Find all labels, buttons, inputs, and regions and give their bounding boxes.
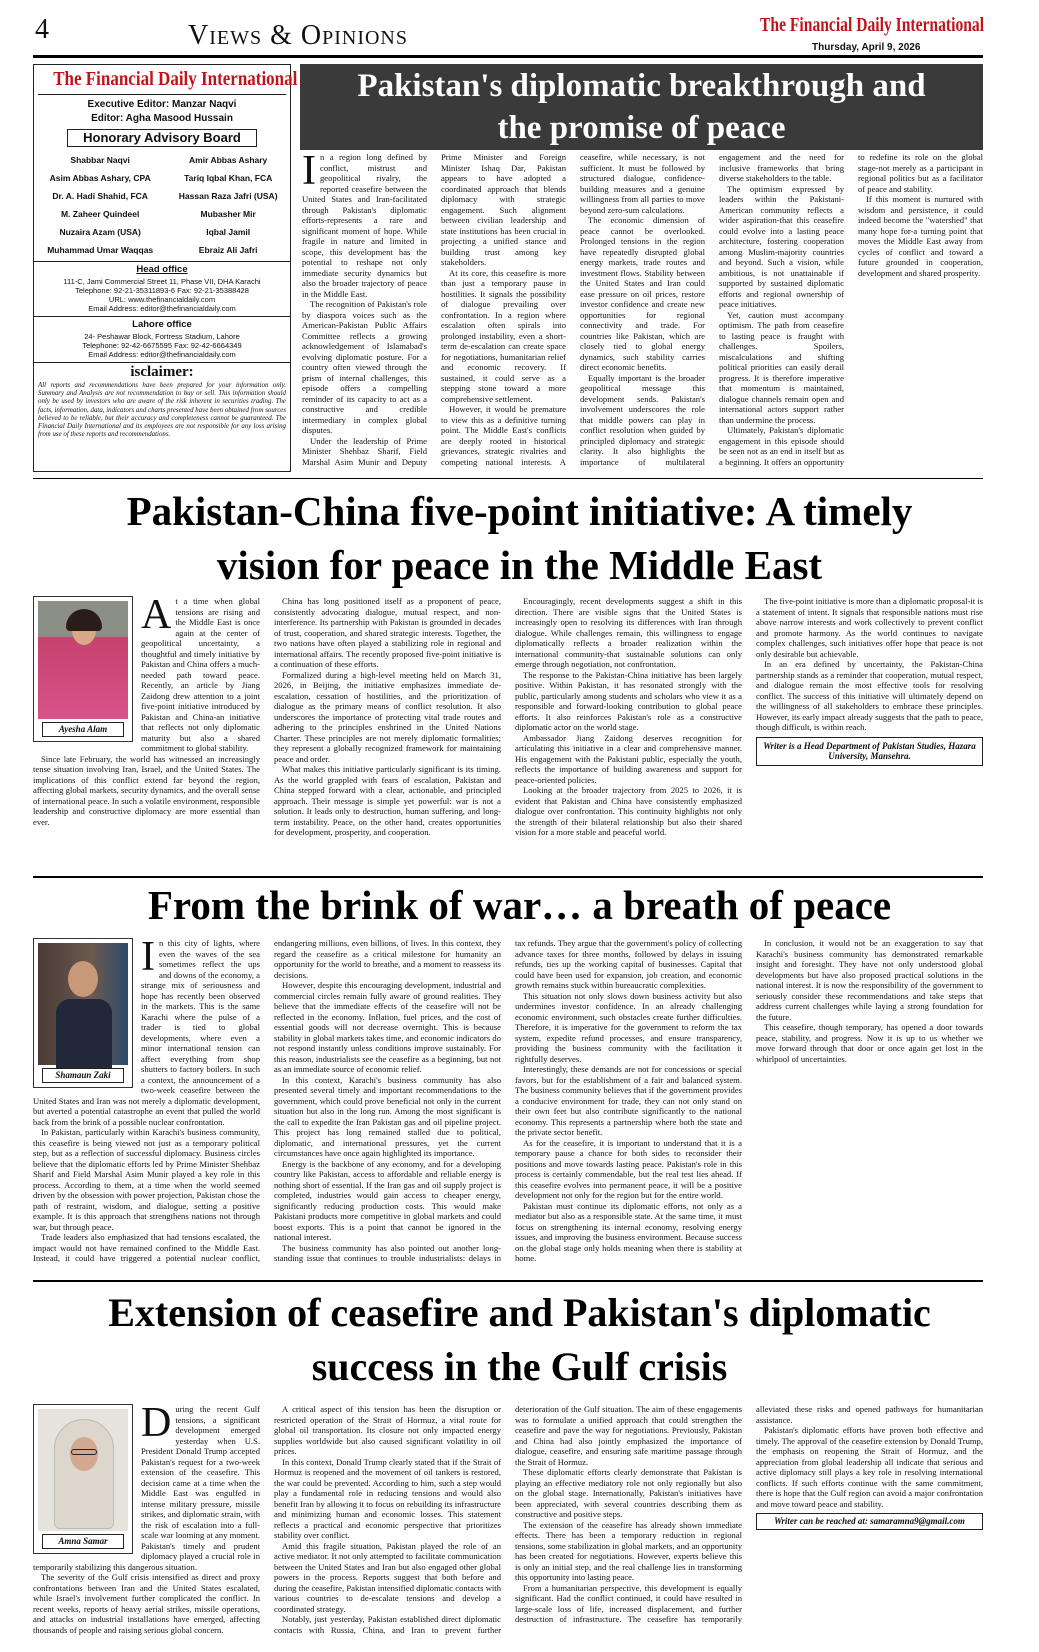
article3-paragraph: In conclusion, it would not be an exaggeration to say that Karachi's business community has demonstrated remarkable insight and foresight. They have not only understood global developments but have also proposed practical solutions in the national interest. It is now the responsibility of the government to seriously consider these recommendations and take steps that address current challenges while laying a strong foundation for the future. <box>756 938 983 1022</box>
article4-paragraph: Notably, just yesterday, Pakistan established direct diplomatic contacts with Russia, China, and Iran to prevent further deterioration of the Gulf situation. The aim of these engagements was to formulate a unified approach that could strengthen the ceasefire and pave the way for negotiations. Previously, Pakistan and China had also jointly emphasized the importance of dialogue, ceasefire, and ensuring safe maritime passage through the Strait of Hormuz. <box>274 1404 742 1635</box>
article1-paragraph: Ultimately, Pakistan's diplomatic engagement in this episode should be seen not as an end in itself but as a beginning. It offers an opportunity to redefine its role on the global stage-not merely as a participant in regional politics but as a facilitator of peace and stability. <box>719 152 983 467</box>
article1-paragraph: n a region long defined by conflict, mistrust and geopolitical rivalry, the reported ceasefire between the United States and Iran-facilitated through Pakistan's diplomatic efforts-represents a rare and significant moment of hope. While fragile in nature and limited in scope, this development has the potential to reshape not only immediate security dynamics but also the broader trajectory of peace in the Middle East. <box>302 152 427 299</box>
article1-title-banner <box>300 64 983 150</box>
article1-title-line: the promise of peace <box>497 110 786 146</box>
article1-title-line: Pakistan's diplomatic breakthrough and <box>357 68 926 104</box>
article3-headline: From the brink of war… a breath of peace <box>147 882 892 928</box>
article3-paragraph: Interestingly, these demands are not for concessions or special favors, but for the establishment of a fair and balanced system. The business community believes that if the government provides a conducive environment for trade, they can not only stand on their own feet but also contribute significantly to the national economy. This represents a partnership where both the state and the private sector benefit. <box>515 1064 742 1137</box>
article1-paragraph: Equally important is the broader geopolitical message this development sends. Pakistan's involvement underscores the role that middle powers can play in conflict resolution when guided by principled diplomacy and strategic clarity. It also highlights the importance of multilateral engagement and the need for inclusive frameworks that bring diverse stakeholders to the table. <box>580 152 844 467</box>
lahore-office-email[interactable]: Email Address: editor@thefinancialdaily.com <box>88 350 236 359</box>
disclaimer-title: isclaimer: <box>130 364 194 380</box>
article2-paragraph: The response to the Pakistan-China initiative has been largely positive. Within Pakistan, it has resonated strongly with the public, particularly among students and scholars who view it as a responsible and forward-looking contribution to global peace efforts. It also reinforces Pakistan's role as a constructive diplomatic actor on the world stage. <box>515 669 742 732</box>
photo-spacer <box>33 1404 141 1558</box>
disclaimer-text: All reports and recommendations have been prepared for your information only. Summary and Analysis are not recommendation to buy or sell. This information should only be used by investors who are aware of the risk inherent in securities trading. The facts, information, data, indicators and charts presented have been obtained from sources believed to be reliable, but their accuracy and completeness cannot be guaranteed. The Financial Daily International and its employees are not responsible for any loss arising from use of these reports and recommendations. <box>38 382 286 439</box>
article4-body <box>33 1404 983 1644</box>
article1-paragraph: If this moment is nurtured with wisdom and persistence, it could indeed become the "watershed" that many hope for-a turning point that moves the Middle East away from cycles of conflict and toward a future grounded in cooperation, development and shared prosperity. <box>858 194 983 278</box>
article3-paragraph: In Pakistan, particularly within Karachi's business community, this ceasefire is being viewed not just as a temporary political step, but as a reflection of successful diplomacy. Business circles believe that the diplomatic efforts led by Prime Minister Shehbaz Sharif and Field Marshal Asim Munir played a key role in this process. According to them, at a time when the world seemed driven by the obsession with power projection, Pakistan chose the path of restraint, wisdom, and dialogue, setting a positive example. It is this approach that strengthens nations not through war, but through peace. <box>33 1127 260 1232</box>
article4-paragraph: uring the recent Gulf tensions, a significant development emerged yesterday when U.S. President Donald Trump accepted Pakistan's request for a two-week extension of the ceasefire. This decision came at a time when the Middle East was engulfed in intense military pressure, missile strikes, and diplomatic strain, with the risk of escalation into a full-scale war looming at any moment. Pakistan's timely and prudent diplomacy played a crucial role in temporarily stabilizing this dangerous situation. <box>33 1404 260 1572</box>
lahore-office-line: Telephone: 92-42-6675595 Fax: 92-42-6664349 <box>82 341 242 350</box>
article4-footer: Writer can be reached at: samaramna9@gmail.com <box>756 1513 983 1530</box>
head-office-line: 111-C, Jami Commercial Street 11, Phase VII, DHA Karachi <box>63 277 261 286</box>
article3-paragraph: In this context, Karachi's business community has also presented several timely and important recommendations to the government, which could prove beneficial not only in the current situation but also in the long run. Among the most significant is the call to expedite the Iran Pakistan gas and oil pipeline project. This project has long remained stalled due to political, diplomatic, and international pressures, yet the current circumstances have once again highlighted its importance. <box>274 1074 501 1158</box>
photo-spacer <box>33 938 141 1092</box>
board-member: Muhammad Umar Waqqas <box>47 245 154 255</box>
article3-paragraph: As for the ceasefire, it is important to understand that it is a temporary pause a chance for both sides to reconsider their positions and move towards lasting peace. Pakistan's role in this process is certainly commendable, but the real test lies ahead. If this ceasefire evolves into permanent peace, it will be a positive development not only for the region but for the entire world. <box>515 1137 742 1200</box>
article2-paragraph: What makes this initiative particularly significant is its timing. As the world grappled with fears of escalation, Pakistan and China stepped forward with a clear, actionable, and principled approach. Their message is simple yet powerful: war is not a solution. It leads only to destruction, human suffering, and long-term instability. Peace, on the other hand, creates opportunities for development, prosperity, and cooperation. <box>274 764 501 837</box>
article2-title-line: vision for peace in the Middle East <box>216 542 823 588</box>
article4-paragraph: The severity of the Gulf crisis intensified as direct and proxy confrontations between Iran and the United States escalated, while Israel's involvement further complicated the conflict. In recent weeks, reports of heavy aerial strikes, missile operations, and attacks on industrial installations have emerged, affecting thousands of people and raising serious global concern. <box>33 1572 260 1635</box>
article4-paragraph: In this context, Donald Trump clearly stated that if the Strait of Hormuz is reopened and the movement of oil tankers is restored, the war could be prevented. According to him, such a step would play a fundamental role in reducing tensions and would also benefit Iran by allowing it to focus on rebuilding its infrastructure and minimizing human and economic losses. This statement reflects a practical and economic perspective that prioritizes stability over conflict. <box>274 1456 501 1540</box>
advisory-board-title: Honorary Advisory Board <box>67 129 257 147</box>
header-paper-name: The Financial Daily International <box>760 14 985 36</box>
photo-spacer <box>33 596 141 746</box>
executive-editor: Executive Editor: Manzar Naqvi <box>87 99 237 110</box>
header-rule <box>33 55 983 58</box>
article3-paragraph: This ceasefire, though temporary, has opened a door towards peace, stability, and progress. Now it is up to us whether we move forward through that door or once again get lost in the whirlpool of uncertainties. <box>756 1022 983 1064</box>
board-member: Hassan Raza Jafri (USA) <box>178 191 278 201</box>
article3-dropcap: I <box>141 938 155 980</box>
header-date: Thursday, April 9, 2026 <box>812 42 921 53</box>
lahore-office-title: Lahore office <box>132 319 192 330</box>
board-member: Mubasher Mir <box>200 209 256 219</box>
article1-paragraph: The optimism expressed by leaders within the Pakistani-American community reflects a wider aspiration-that this ceasefire could evolve into a lasting peace architecture, fostering cooperation among Muslim-majority countries and beyond. Such a vision, while ambitious, is not unattainable if supported by sustained diplomatic efforts and regional ownership of peace initiatives. <box>719 183 844 309</box>
article2-paragraph: Ambassador Jiang Zaidong deserves recognition for articulating this initiative in a clear and comprehensive manner. His engagement with the Pakistani public, especially the youth, reflects the importance of building awareness and support for peace-oriented policies. <box>515 732 742 785</box>
article2-paragraph: Since late February, the world has witnessed an increasingly tense situation involving Iran, Israel, and the United States. The implications of this conflict extend far beyond the region, affecting global markets, security dynamics, and the overall sense of international peace. In such a volatile environment, responsible leadership and constructive diplomacy are more essential than ever. <box>33 753 260 827</box>
editor: Editor: Agha Masood Hussain <box>91 113 233 124</box>
masthead-box <box>33 64 298 472</box>
article1-dropcap: I <box>302 152 316 194</box>
page-number: 4 <box>35 14 49 45</box>
article2-paragraph: Formalized during a high-level meeting held on March 31, 2026, in Beijing, the initiative emphasizes immediate de-escalation, cessation of hostilities, and the prioritization of dialogue as the primary means of conflict resolution. It also underscores the importance of protecting vital trade routes and adhering to the principles enshrined in the United Nations Charter. These principles are not merely diplomatic formalities; they represent a globally recognized framework for maintaining peace and order. <box>274 669 501 764</box>
article3-paragraph: n this city of lights, where even the waves of the sea sometimes reflect the ups and downs of the economy, a strange mix of seriousness and hope has recently been observed in the markets. This is the same Karachi where the pulse of a trader is tied to global developments, where even a minor international tension can affect everything from shop shutters to factory boilers. In such a context, the announcement of a two-week ceasefire between the United States and Iran was not merely a diplomatic development, but averted a potential catastrophe an event that pulled the world back from the brink of a possible nuclear confrontation. <box>33 938 260 1127</box>
article4-dropcap: D <box>141 1404 172 1446</box>
article2-dropcap: A <box>141 596 172 638</box>
article1-paragraph: The economic dimension of peace cannot be overlooked. Prolonged tensions in the region have repeatedly disrupted global energy markets, trade routes and investment flows. Stability between the United States and Iran could ease pressure on oil prices, restore investor confidence and create new opportunities for regional connectivity and trade. For countries like Pakistan, which are closely tied to global energy dynamics, such stability carries direct economic benefits. <box>580 215 705 372</box>
head-office-line: Telephone: 92-21-35311893-6 Fax: 92-21-35388428 <box>75 286 249 295</box>
article2-paragraph: China has long positioned itself as a proponent of peace, consistently advocating dialogue, mutual respect, and non-interference. Its partnership with Pakistan is grounded in decades of trust, cooperation, and shared strategic interests. Together, the two nations have often played a stabilizing role in regional and international affairs. The recently proposed five-point initiative is a continuation of these efforts. <box>274 596 501 669</box>
article4-title-line: Extension of ceasefire and Pakistan's diplomatic <box>108 1290 931 1335</box>
section-title: Views & Opinions <box>188 20 408 51</box>
section-divider <box>33 478 983 479</box>
article3-author-name: Shamaun Zaki <box>42 1068 124 1083</box>
article4-title-line: success in the Gulf crisis <box>311 1344 728 1389</box>
article1-paragraph: Yet, caution must accompany optimism. The path from ceasefire to lasting peace is fraught with challenges. Spoilers, miscalculations and shifting political priorities can easily derail progress. It is therefore imperative that momentum is maintained, dialogue channels remain open and international actors support rather than undermine the process. <box>719 309 844 425</box>
article2-paragraph: t a time when global tensions are rising and the Middle East is once again at the center of geopolitical uncertainty, a thoughtful and timely initiative by Pakistan and China offers a much-needed path toward peace. Recently, an article by Jiang Zaidong drew attention to a joint five-point initiative introduced by Pakistan and China-an initiative that reflects not only diplomatic maturity but also a shared commitment to global stability. <box>141 596 260 753</box>
article1-paragraph: At its core, this ceasefire is more than just a temporary pause in hostilities. It signals the possibility of dialogue prevailing over confrontation. In a region where escalation often spirals into prolonged instability, even a short-term de-escalation can create space for negotiations, humanitarian relief and economic recovery. If sustained, it could serve as a stepping stone toward a more comprehensive settlement. <box>441 267 566 404</box>
masthead-paper-name: The Financial Daily International <box>53 68 298 90</box>
article3-paragraph: Trade leaders also emphasized that had tensions escalated, the impact would not have remained confined to the Middle East. Instead, it could have triggered a potential nuclear conflict, endangering millions, even billions, of lives. In this context, they regard the ceasefire as a critical milestone for humanity an opportunity for the world to breathe, and a moment to reassess its decisions. <box>33 938 501 1263</box>
article2-paragraph: Looking at the broader trajectory from 2025 to 2026, it is evident that Pakistan and China have consistently emphasized dialogue over confrontation. This continuity highlights not only the strength of their bilateral relationship but also their shared vision for a more stable and peaceful world. <box>515 785 742 837</box>
article3-paragraph: This situation not only slows down business activity but also undermines investor confidence. In an already challenging economic environment, such obstacles create further difficulties. Therefore, it is imperative for the government to reform the tax system, expedite refund processes, and ensure transparency, providing the business community with the facilitation it rightfully deserves. <box>515 990 742 1064</box>
section-divider <box>33 1280 983 1282</box>
article1-body <box>302 152 983 472</box>
board-member: Nuzaira Azam (USA) <box>59 227 141 237</box>
article2-footer: Writer is a Head Department of Pakistan Studies, Hazara University, Mansehra. <box>756 737 983 766</box>
board-member: Iqbal Jamil <box>206 227 251 237</box>
article3-body <box>33 938 983 1272</box>
article2-author-name: Ayesha Alam <box>42 722 124 737</box>
board-member: Dr. A. Hadi Shahid, FCA <box>52 191 148 201</box>
head-office-email[interactable]: Email Address: editor@thefinancialdaily.com <box>88 304 236 313</box>
board-member: M. Zaheer Quindeel <box>60 209 140 219</box>
board-member: Shabbar Naqvi <box>70 155 130 165</box>
article4-paragraph: Pakistan's diplomatic efforts have proven both effective and timely. The approval of the ceasefire extension by Donald Trump, the emphasis on reopening the Strait of Hormuz, and the appreciation from global leadership all indicate that serious and active diplomacy still plays a key role in resolving international conflicts. If such efforts continue with the same commitment, there is hope that the Gulf region can avoid a major confrontation and move toward peace and stability. <box>756 1425 983 1509</box>
section-divider <box>33 876 983 878</box>
lahore-office-line: 24- Peshawar Block, Fortress Stadium, Lahore <box>84 332 240 341</box>
article1-paragraph: The recognition of Pakistan's role by diaspora voices such as the American-Pakistan Public Affairs Committee reflects a growing acknowledgement of Islamabad's evolving diplomatic posture. For a country often viewed through the prism of internal challenges, this episode offers a compelling reminder of its capacity to act as a constructive and credible intermediary in complex global disputes. <box>302 299 427 435</box>
article1-paragraph: However, it would be premature to view this as a definitive turning point. The Middle East's conflicts are deeply rooted in historical grievances, strategic rivalries and competing national interests. A ceasefire, while necessary, is not sufficient. It must be followed by structured dialogue, confidence-building measures and a genuine willingness from all parties to move beyond zero-sum calculations. <box>441 152 705 467</box>
article2-paragraph: The five-point initiative is more than a diplomatic proposal-it is a statement of intent. It signals that responsible nations must rise above narrow interests and work collectively to prevent conflict and promote harmony. As the world continues to navigate complex challenges, such initiatives offer hope that peace is not only desirable but achievable. <box>756 596 983 659</box>
board-member: Tariq Iqbal Khan, FCA <box>184 173 273 183</box>
article4-paragraph: A critical aspect of this tension has been the disruption or restricted operation of the Strait of Hormuz, a vital route for global oil transportation. Its closure not only impacted energy supplies worldwide but also caused significant volatility in oil prices. <box>274 1404 501 1456</box>
advisory-board-table <box>34 151 290 259</box>
article2-body <box>33 596 983 842</box>
article4-paragraph: These diplomatic efforts clearly demonstrate that Pakistan is playing an effective mediatory role not only regionally but also on the global stage. Internationally, Pakistan's initiatives have been appreciated, with several countries describing them as constructive and positive steps. <box>515 1467 742 1519</box>
article4-headline <box>0 1286 1039 1394</box>
head-office-url[interactable]: URL: www.thefinancialdaily.com <box>108 295 216 304</box>
article1-paragraph: Under the leadership of Prime Minister Shehbaz Sharif, Field Marshal Asim Munir and Deputy Prime Minister and Foreign Minister Ishaq Dar, Pakistan appears to have adopted a coordinated approach that blends diplomacy with strategic engagement. Such alignment between civilian leadership and state institutions has been crucial in projecting a unified stance and building trust among key stakeholders. <box>302 152 566 467</box>
article4-paragraph: Amid this fragile situation, Pakistan played the role of an active mediator. It not only attempted to facilitate communication between the United States and Iran but also engaged other global powers in the process. Reports suggest that both before and during the ceasefire, Pakistan intensified diplomatic contacts with various countries to de-escalate tensions and develop a coordinated strategy. <box>274 1540 501 1614</box>
article2-headline <box>0 484 1039 592</box>
head-office-title: Head office <box>136 264 188 275</box>
article3-paragraph: Pakistan must continue its diplomatic efforts, not only as a mediator but also as a responsible state. At the same time, it must focus on strengthening its internal economy, resolving energy issues, and improving the business environment. Because success on the global stage only holds meaning when there is stability at home. <box>515 1200 742 1263</box>
article2-paragraph: In an era defined by uncertainty, the Pakistan-China partnership stands as a reminder that cooperation, mutual respect, and dialogue remain the most effective tools for resolving conflict. The success of this initiative will ultimately depend on the willingness of all stakeholders to embrace these principles. However, its early impact already suggests that the path to peace, though difficult, is within reach. <box>756 659 983 732</box>
article2-paragraph: Encouragingly, recent developments suggest a shift in this direction. There are visible signs that the United States is increasingly open to resolving its differences with Iran through dialogue. While challenges remain, this willingness to engage diplomatically reflects a broader realization within the international community-that sustainable solutions can only emerge through negotiation, not confrontation. <box>515 596 742 669</box>
article3-paragraph: The business community has also pointed out another long-standing issue that continues to trouble industrialists: delays in tax refunds. They argue that the government's policy of collecting advance taxes for three months, followed by delays in issuing refunds, ties up the working capital of businesses. Capital that could have been used for expansion, job creation, and economic growth remains stuck within bureaucratic complexities. <box>274 938 742 1263</box>
article4-author-name: Amna Samar <box>42 1534 124 1549</box>
article3-paragraph: However, despite this encouraging development, industrial and commercial circles remain fully aware of ground realities. They believe that the immediate effects of the ceasefire will not be reflected in the economy. Inflation, fuel prices, and the cost of essential goods will not decrease overnight. This is because stability in global markets takes time, and economic indicators do not respond instantly unless conditions improve sustainably. For this reason, industrialists see the ceasefire as a beginning, but not as an immediate source of economic relief. <box>274 980 501 1074</box>
board-member: Amir Abbas Ashary <box>189 155 268 165</box>
article4-paragraph: From a humanitarian perspective, this development is equally significant. Had the conflict continued, it could have resulted in large-scale loss of life, increased displacement, and further destruction of infrastructure. The ceasefire has temporarily alleviated these risks and opened pathways for humanitarian assistance. <box>515 1404 983 1624</box>
board-member: Ebraiz Ali Jafri <box>198 245 258 255</box>
article4-paragraph: The extension of the ceasefire has already shown immediate effects. There has been a temporary reduction in regional tensions, some stabilization in global markets, and an opportunity has been created for negotiations. However, experts believe this is only an initial step, and the real challenge lies in transforming this opportunity into lasting peace. <box>515 1519 742 1582</box>
article3-paragraph: Energy is the backbone of any economy, and for a developing country like Pakistan, access to affordable and reliable energy is nothing short of essential. If the Iran gas and oil supply project is completed, industries would gain access to cheaper energy, significantly reducing production costs. This would make Pakistani products more competitive in global markets and could boost exports. This is a point that cannot be ignored in the national interest. <box>274 1158 501 1242</box>
article2-title-line: Pakistan-China five-point initiative: A timely <box>126 488 913 534</box>
board-member: Asim Abbas Ashary, CPA <box>49 173 151 183</box>
